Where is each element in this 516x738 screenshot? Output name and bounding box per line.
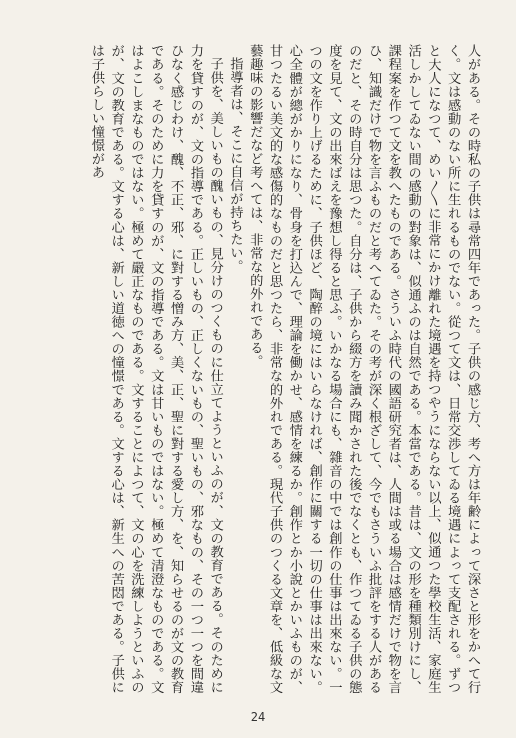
body-text — [30, 44, 482, 694]
paragraph-1: 人がある。その時私の子供は尋常四年であった。子供の感じ方、考へ方は年齢によって深さと形をかへて行く。文は感動のない所に生れるものでない。從つて文は、日常交渉してゐる境遇によって支配される。ずつと大人になつて、めい〳〵に非常にかけ離れた境遇を持つやうにならない以上、似通つた學校生活、家庭生活しかしてゐない間の感動の對象は、似通ふのは自然である。本當である。昔は、文の形を種類別けにし、課程案を作つて文を教へたものである。さういふ時代の國語研究者は、人間は或る場合は感情だけで物を言ひ、知識だけで物を言ふものだと考へてゐた。その考が深く根ざして、今でもさういふ批評をする人があるのだと、その時自分は思つた。自分は、子供から綴方を讀み聞かされた後でなくとも、作つてゐる子供の態度を見て、文の出來ばえを豫想し得ると思ふ。いかなる場合にも、雜音の中では創作の仕事は出來ない。一つの文を作り上げるために、子供ほど、陶醉の境にはいらなければ、創作に關する一切の仕事は出來ない。心全體が總がかりになり、骨身を打込んで、理論を働かせ、感情を練るか。創作とか小說とかいふものが、甘つたるい美文的な感傷的なものだと思つたら、非常な的外れである。現代子供のつくる文章を、低級な文藝趣味の影響だなど考へては、非常な的外れである。 — [247, 44, 480, 694]
paragraph-3: 子供を、美しいもの醜いもの、見分けのつくものに仕立てようといふのが、文の教育である。そのために力を貸すのが、文の指導である。正しいもの、正しくないもの、聖いもの、邪なもの、その一つ一つを間違ひなく感じわけ、醜、不正、邪、に對する憎み方、美、正、聖に對する愛し方、を、知らせるのが文の教育である。そのために力を貸すのが、文の指導である。文は甘いものではない。極めて清澄なものである。文はよこしまなものではない。極めて嚴正なものである。文することによつて、文の心を洗練しようといふのが、文の教育である。文する心は、新しい道徳への憧憬である。文する心は、新生への苦悶である。子供には子供らしい憧憬があ — [88, 44, 223, 694]
paragraph-2: 指導者は、そこに自信が持ちたい。 — [227, 57, 243, 274]
page-number: 24 — [250, 710, 266, 724]
